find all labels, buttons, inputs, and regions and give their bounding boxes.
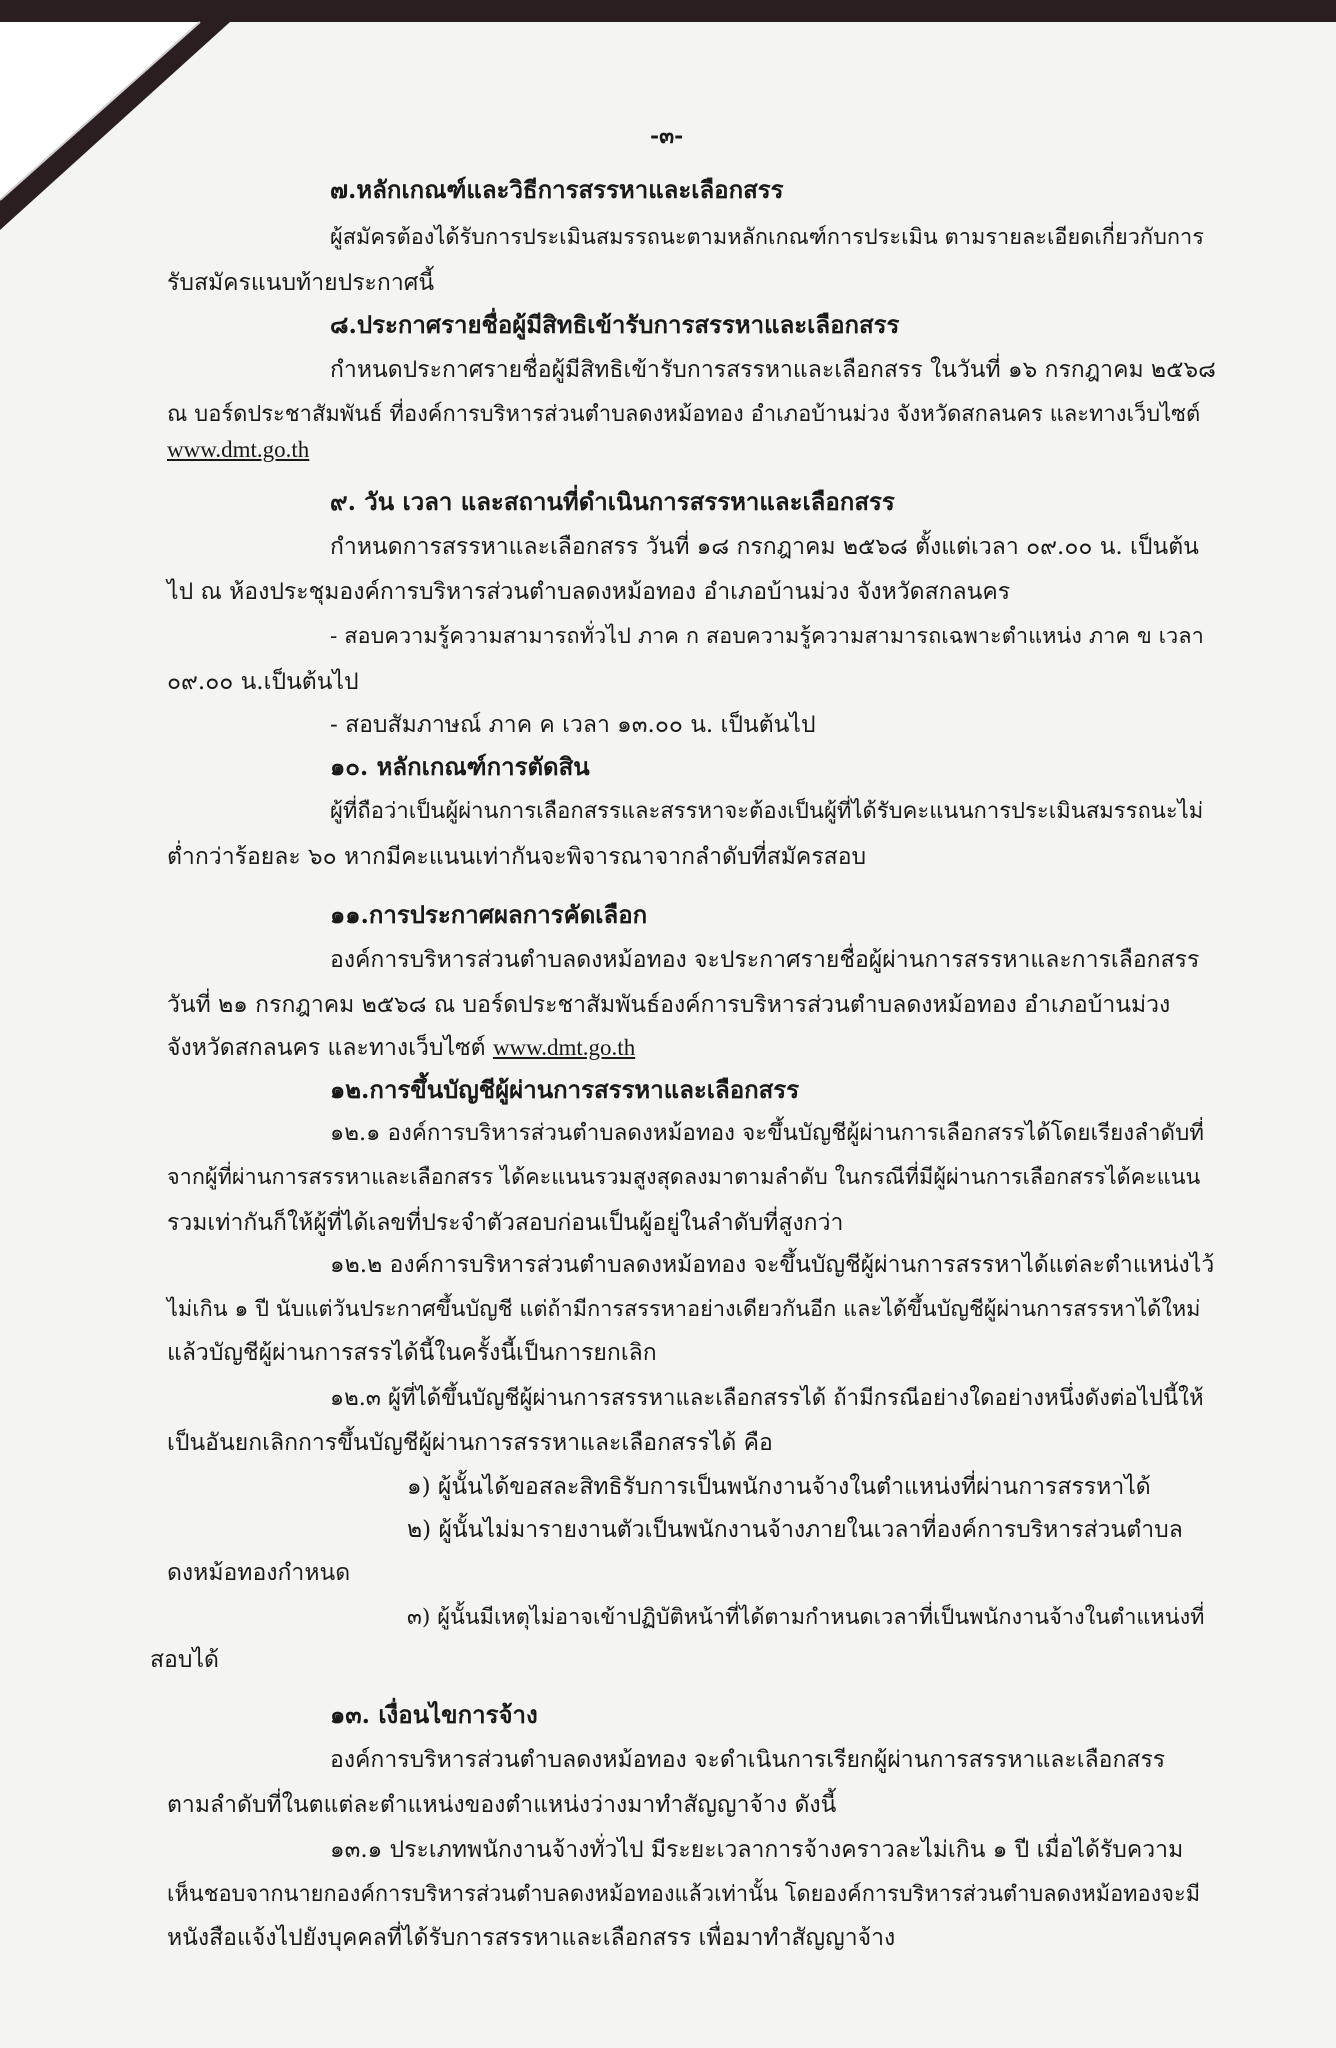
section-11-heading: ๑๑.การประกาศผลการคัดเลือก (330, 900, 648, 929)
s7-line: ผู้สมัครต้องได้รับการประเมินสมรรถนะตามหลักเกณฑ์การประเมิน ตามรายละเอียดเกี่ยวกับการ (330, 225, 1204, 250)
s8-line: ณ บอร์ดประชาสัมพันธ์ ที่องค์การบริหารส่วนตำบลดงหม้อทอง อำเภอบ้านม่วง จังหวัดสกลนคร และทางเว็บไซต์ (167, 402, 1201, 427)
s12-line: แล้วบัญชีผู้ผ่านการสรรได้นี้ในครั้งนี้เป็นการยกเลิก (167, 1340, 657, 1366)
s13-line: ๑๓.๑ ประเภทพนักงานจ้างทั่วไป มีระยะเวลาการจ้างคราวละไม่เกิน ๑ ปี เมื่อได้รับความ (330, 1837, 1184, 1863)
s12-list-item: ๒) ผู้นั้นไม่มารายงานตัวเป็นพนักงานจ้างภายในเวลาที่องค์การบริหารส่วนตำบล (407, 1517, 1183, 1543)
s13-line: องค์การบริหารส่วนตำบลดงหม้อทอง จะดำเนินการเรียกผู้ผ่านการสรรหาและเลือกสรร (330, 1747, 1166, 1773)
s12-line: ๑๒.๒ องค์การบริหารส่วนตำบลดงหม้อทอง จะขึ้นบัญชีผู้ผ่านการสรรหาได้แต่ละตำแหน่งไว้ (330, 1252, 1215, 1278)
s10-line: ต่ำกว่าร้อยละ ๖๐ หากมีคะแนนเท่ากันจะพิจารณาจากลำดับที่สมัครสอบ (167, 844, 867, 870)
s11-line (167, 1033, 635, 1063)
s12-list-item: ๑) ผู้นั้นได้ขอสละสิทธิรับการเป็นพนักงานจ้างในตำแหน่งที่ผ่านการสรรหาได้ (407, 1474, 1151, 1500)
s13-line: หนังสือแจ้งไปยังบุคคลที่ได้รับการสรรหาและเลือกสรร เพื่อมาทำสัญญาจ้าง (167, 1925, 896, 1951)
s13-line: เห็นชอบจากนายกองค์การบริหารส่วนตำบลดงหม้อทองแล้วเท่านั้น โดยองค์การบริหารส่วนตำบลดงหม้อทองจะมี (167, 1882, 1201, 1907)
s9-line: ๐๙.๐๐ น.เป็นต้นไป (167, 669, 359, 695)
s9-line: - สอบความรู้ความสามารถทั่วไป ภาค ก สอบความรู้ความสามารถเฉพาะตำแหน่ง ภาค ข เวลา (330, 624, 1204, 649)
s10-line: ผู้ที่ถือว่าเป็นผู้ผ่านการเลือกสรรและสรรหาจะต้องเป็นผู้ที่ได้รับคะแนนการประเมินสมรรถนะไม่ (330, 799, 1204, 824)
s8-line: กำหนดประกาศรายชื่อผู้มีสิทธิเข้ารับการสรรหาและเลือกสรร ในวันที่ ๑๖ กรกฎาคม ๒๕๖๘ (330, 357, 1216, 383)
section-9-heading: ๙. วัน เวลา และสถานที่ดำเนินการสรรหาและเลือกสรร (330, 487, 895, 516)
s9-line: กำหนดการสรรหาและเลือกสรร วันที่ ๑๘ กรกฎาคม ๒๕๖๘ ตั้งแต่เวลา ๐๙.๐๐ น. เป็นต้น (330, 534, 1199, 560)
s7-line: รับสมัครแนบท้ายประกาศนี้ (167, 270, 435, 296)
section-7-heading: ๗.หลักเกณฑ์และวิธีการสรรหาและเลือกสรร (330, 175, 784, 204)
s13-line: ตามลำดับที่ในตแต่ละตำแหน่งของตำแหน่งว่างมาทำสัญญาจ้าง ดังนี้ (167, 1792, 837, 1818)
s12-list-item: ๓) ผู้นั้นมีเหตุไม่อาจเข้าปฏิบัติหน้าที่ได้ตามกำหนดเวลาที่เป็นพนักงานจ้างในตำแหน่งที่ (407, 1605, 1205, 1630)
s11-line: องค์การบริหารส่วนตำบลดงหม้อทอง จะประกาศรายชื่อผู้ผ่านการสรรหาและการเลือกสรร (330, 947, 1200, 973)
s12-line: รวมเท่ากันก็ให้ผู้ที่ได้เลขที่ประจำตัวสอบก่อนเป็นผู้อยู่ในลำดับที่สูงกว่า (167, 1210, 844, 1236)
s12-line: ไม่เกิน ๑ ปี นับแต่วันประกาศขึ้นบัญชี แต่ถ้ามีการสรรหาอย่างเดียวกันอีก และได้ขึ้นบัญชีผู้ผ่านการสรรหาได้ใหม่ (167, 1297, 1201, 1322)
s12-line: ๑๒.๑ องค์การบริหารส่วนตำบลดงหม้อทอง จะขึ้นบัญชีผู้ผ่านการเลือกสรรได้โดยเรียงลำดับที่ (330, 1120, 1205, 1146)
section-12-heading: ๑๒.การขึ้นบัญชีผู้ผ่านการสรรหาและเลือกสรร (330, 1075, 800, 1104)
s9-line: - สอบสัมภาษณ์ ภาค ค เวลา ๑๓.๐๐ น. เป็นต้นไป (330, 712, 816, 738)
s9-line: ไป ณ ห้องประชุมองค์การบริหารส่วนตำบลดงหม้อทอง อำเภอบ้านม่วง จังหวัดสกลนคร (167, 579, 1011, 605)
s12-line: จากผู้ที่ผ่านการสรรหาและเลือกสรร ได้คะแนนรวมสูงสุดลงมาตามลำดับ ในกรณีที่มีผู้ผ่านการเลือกสรรได้คะแนน (167, 1165, 1201, 1190)
s11-line: วันที่ ๒๑ กรกฎาคม ๒๕๖๘ ณ บอร์ดประชาสัมพันธ์องค์การบริหารส่วนตำบลดงหม้อทอง อำเภอบ้านม่วง (167, 992, 1171, 1018)
section-8-heading: ๘.ประกาศรายชื่อผู้มีสิทธิเข้ารับการสรรหาและเลือกสรร (330, 310, 900, 339)
s12-list-item: สอบได้ (150, 1647, 219, 1673)
website-link[interactable]: www.dmt.go.th (492, 1035, 636, 1060)
section-10-heading: ๑๐. หลักเกณฑ์การตัดสิน (330, 752, 590, 781)
s12-line: เป็นอันยกเลิกการขึ้นบัญชีผู้ผ่านการสรรหาและเลือกสรรได้ คือ (167, 1430, 773, 1456)
section-13-heading: ๑๓. เงื่อนไขการจ้าง (330, 1700, 538, 1729)
page-number: -๓- (650, 123, 684, 149)
website-link[interactable]: www.dmt.go.th (167, 437, 310, 462)
s12-line: ๑๒.๓ ผู้ที่ได้ขึ้นบัญชีผู้ผ่านการสรรหาและเลือกสรรได้ ถ้ามีกรณีอย่างใดอย่างหนึ่งดังต่อไปนี้ให้ (330, 1385, 1204, 1411)
s12-list-item: ดงหม้อทองกำหนด (167, 1560, 351, 1586)
s11-text: จังหวัดสกลนคร และทางเว็บไซต์ (167, 1035, 486, 1061)
